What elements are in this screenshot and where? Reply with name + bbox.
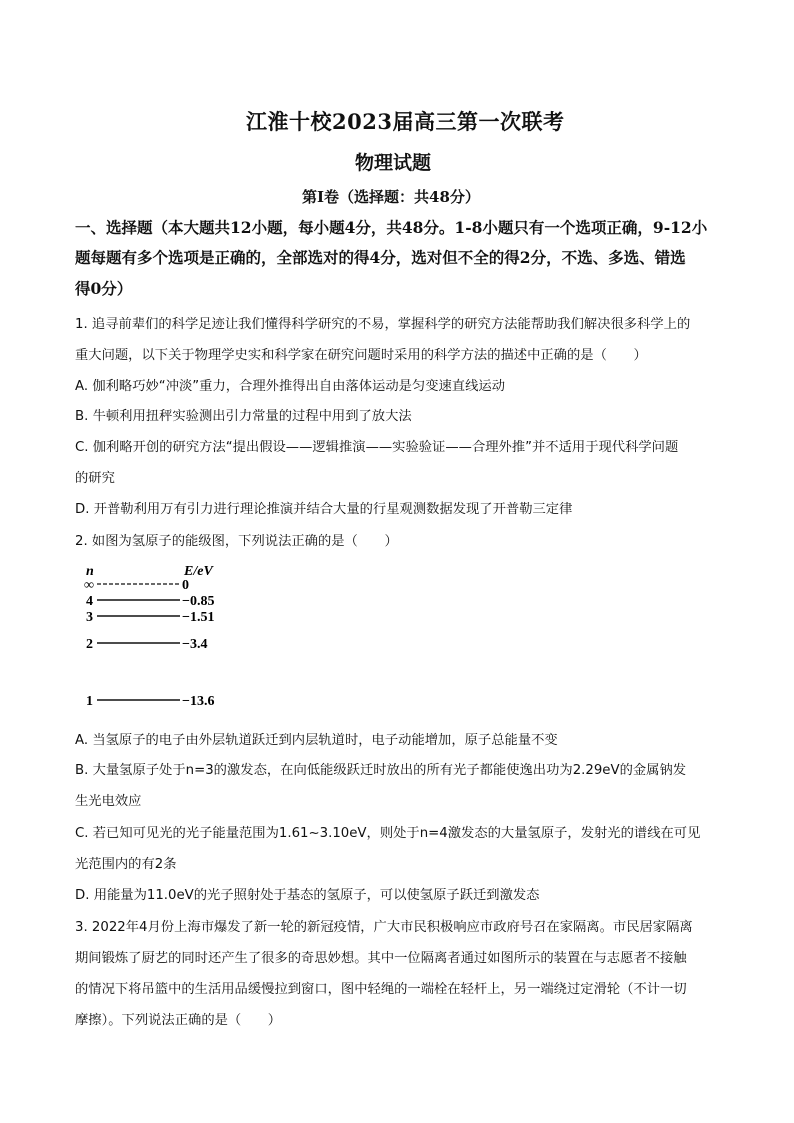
question-stem: 的情况下将吊篮中的生活用品缓慢拉到窗口，图中轻绳的一端栓在轻杆上，另一端绕过定滑轮（不计一切 [75,982,687,997]
option-d: D. 用能量为11.0eV的光子照射处于基态的氢原子，可以使氢原子跃迁到激发态 [75,888,540,903]
level-n: 2 [86,637,93,652]
energy-level-diagram [80,560,250,715]
level-n: 3 [86,610,93,625]
option-b: B. 大量氢原子处于n=3的激发态，在向低能级跃迁时放出的所有光子都能使逸出功为2.29eV的金属钠发 [75,763,687,778]
question-stem: 3. 2022年4月份上海市爆发了新一轮的新冠疫情，广大市民积极响应市政府号召在家隔离。市民居家隔离 [75,920,693,935]
instruction-line: 得0分） [75,279,133,298]
question-stem: 重大问题，以下关于物理学史实和科学家在研究问题时采用的科学方法的描述中正确的是（ ） [75,348,647,363]
option-c-cont: 光范围内的有2条 [75,857,177,872]
instruction-line: 一、选择题（本大题共12小题，每小题4分，共48分。1-8小题只有一个选项正确，9-12小 [75,218,708,237]
option-a: A. 当氢原子的电子由外层轨道跃迁到内层轨道时，电子动能增加，原子总能量不变 [75,733,558,748]
level-n: 4 [86,594,93,609]
level-row-inf [84,578,189,593]
level-row-4 [86,594,214,609]
level-energy: 0 [182,578,189,593]
question-stem: 摩擦）。下列说法正确的是（ ） [75,1013,282,1028]
option-c-cont: 的研究 [75,471,115,486]
section-heading: 第Ⅰ卷（选择题：共48分） [302,188,480,206]
level-row-3 [86,610,214,625]
level-n: 1 [86,694,93,709]
level-row-2 [86,637,207,652]
level-row-1 [86,694,214,709]
option-b: B. 牛顿利用扭秤实验测出引力常量的过程中用到了放大法 [75,409,412,424]
level-energy: −3.4 [182,637,208,652]
question-stem: 2. 如图为氢原子的能级图，下列说法正确的是（ ） [75,534,398,549]
n-axis-label: n [86,564,94,579]
energy-axis-label: E/eV [184,564,213,579]
option-a: A. 伽利略巧妙“冲淡”重力，合理外推得出自由落体运动是匀变速直线运动 [75,379,505,394]
exam-title: 江淮十校2023届高三第一次联考 [246,109,565,134]
option-c: C. 伽利略开创的研究方法“提出假设——逻辑推演——实验验证——合理外推”并不适用于现代科学问题 [75,440,679,455]
question-stem: 期间锻炼了厨艺的同时还产生了很多的奇思妙想。其中一位隔离者通过如图所示的装置在与志愿者不接触 [75,951,687,966]
subject-title: 物理试题 [355,152,432,174]
question-stem: 1. 追寻前辈们的科学足迹让我们懂得科学研究的不易，掌握科学的研究方法能帮助我们解决很多科学上的 [75,317,691,332]
option-b-cont: 生光电效应 [75,794,142,809]
option-d: D. 开普勒利用万有引力进行理论推演并结合大量的行星观测数据发现了开普勒三定律 [75,502,573,517]
instruction-line: 题每题有多个选项是正确的，全部选对的得4分，选对但不全的得2分，不选、多选、错选 [75,248,686,267]
level-n: ∞ [84,578,94,593]
level-energy: −1.51 [182,610,215,625]
option-c: C. 若已知可见光的光子能量范围为1.61~3.10eV，则处于n=4激发态的大量氢原子，发射光的谱线在可见 [75,826,701,841]
level-energy: −0.85 [182,594,215,609]
level-energy: −13.6 [182,694,215,709]
